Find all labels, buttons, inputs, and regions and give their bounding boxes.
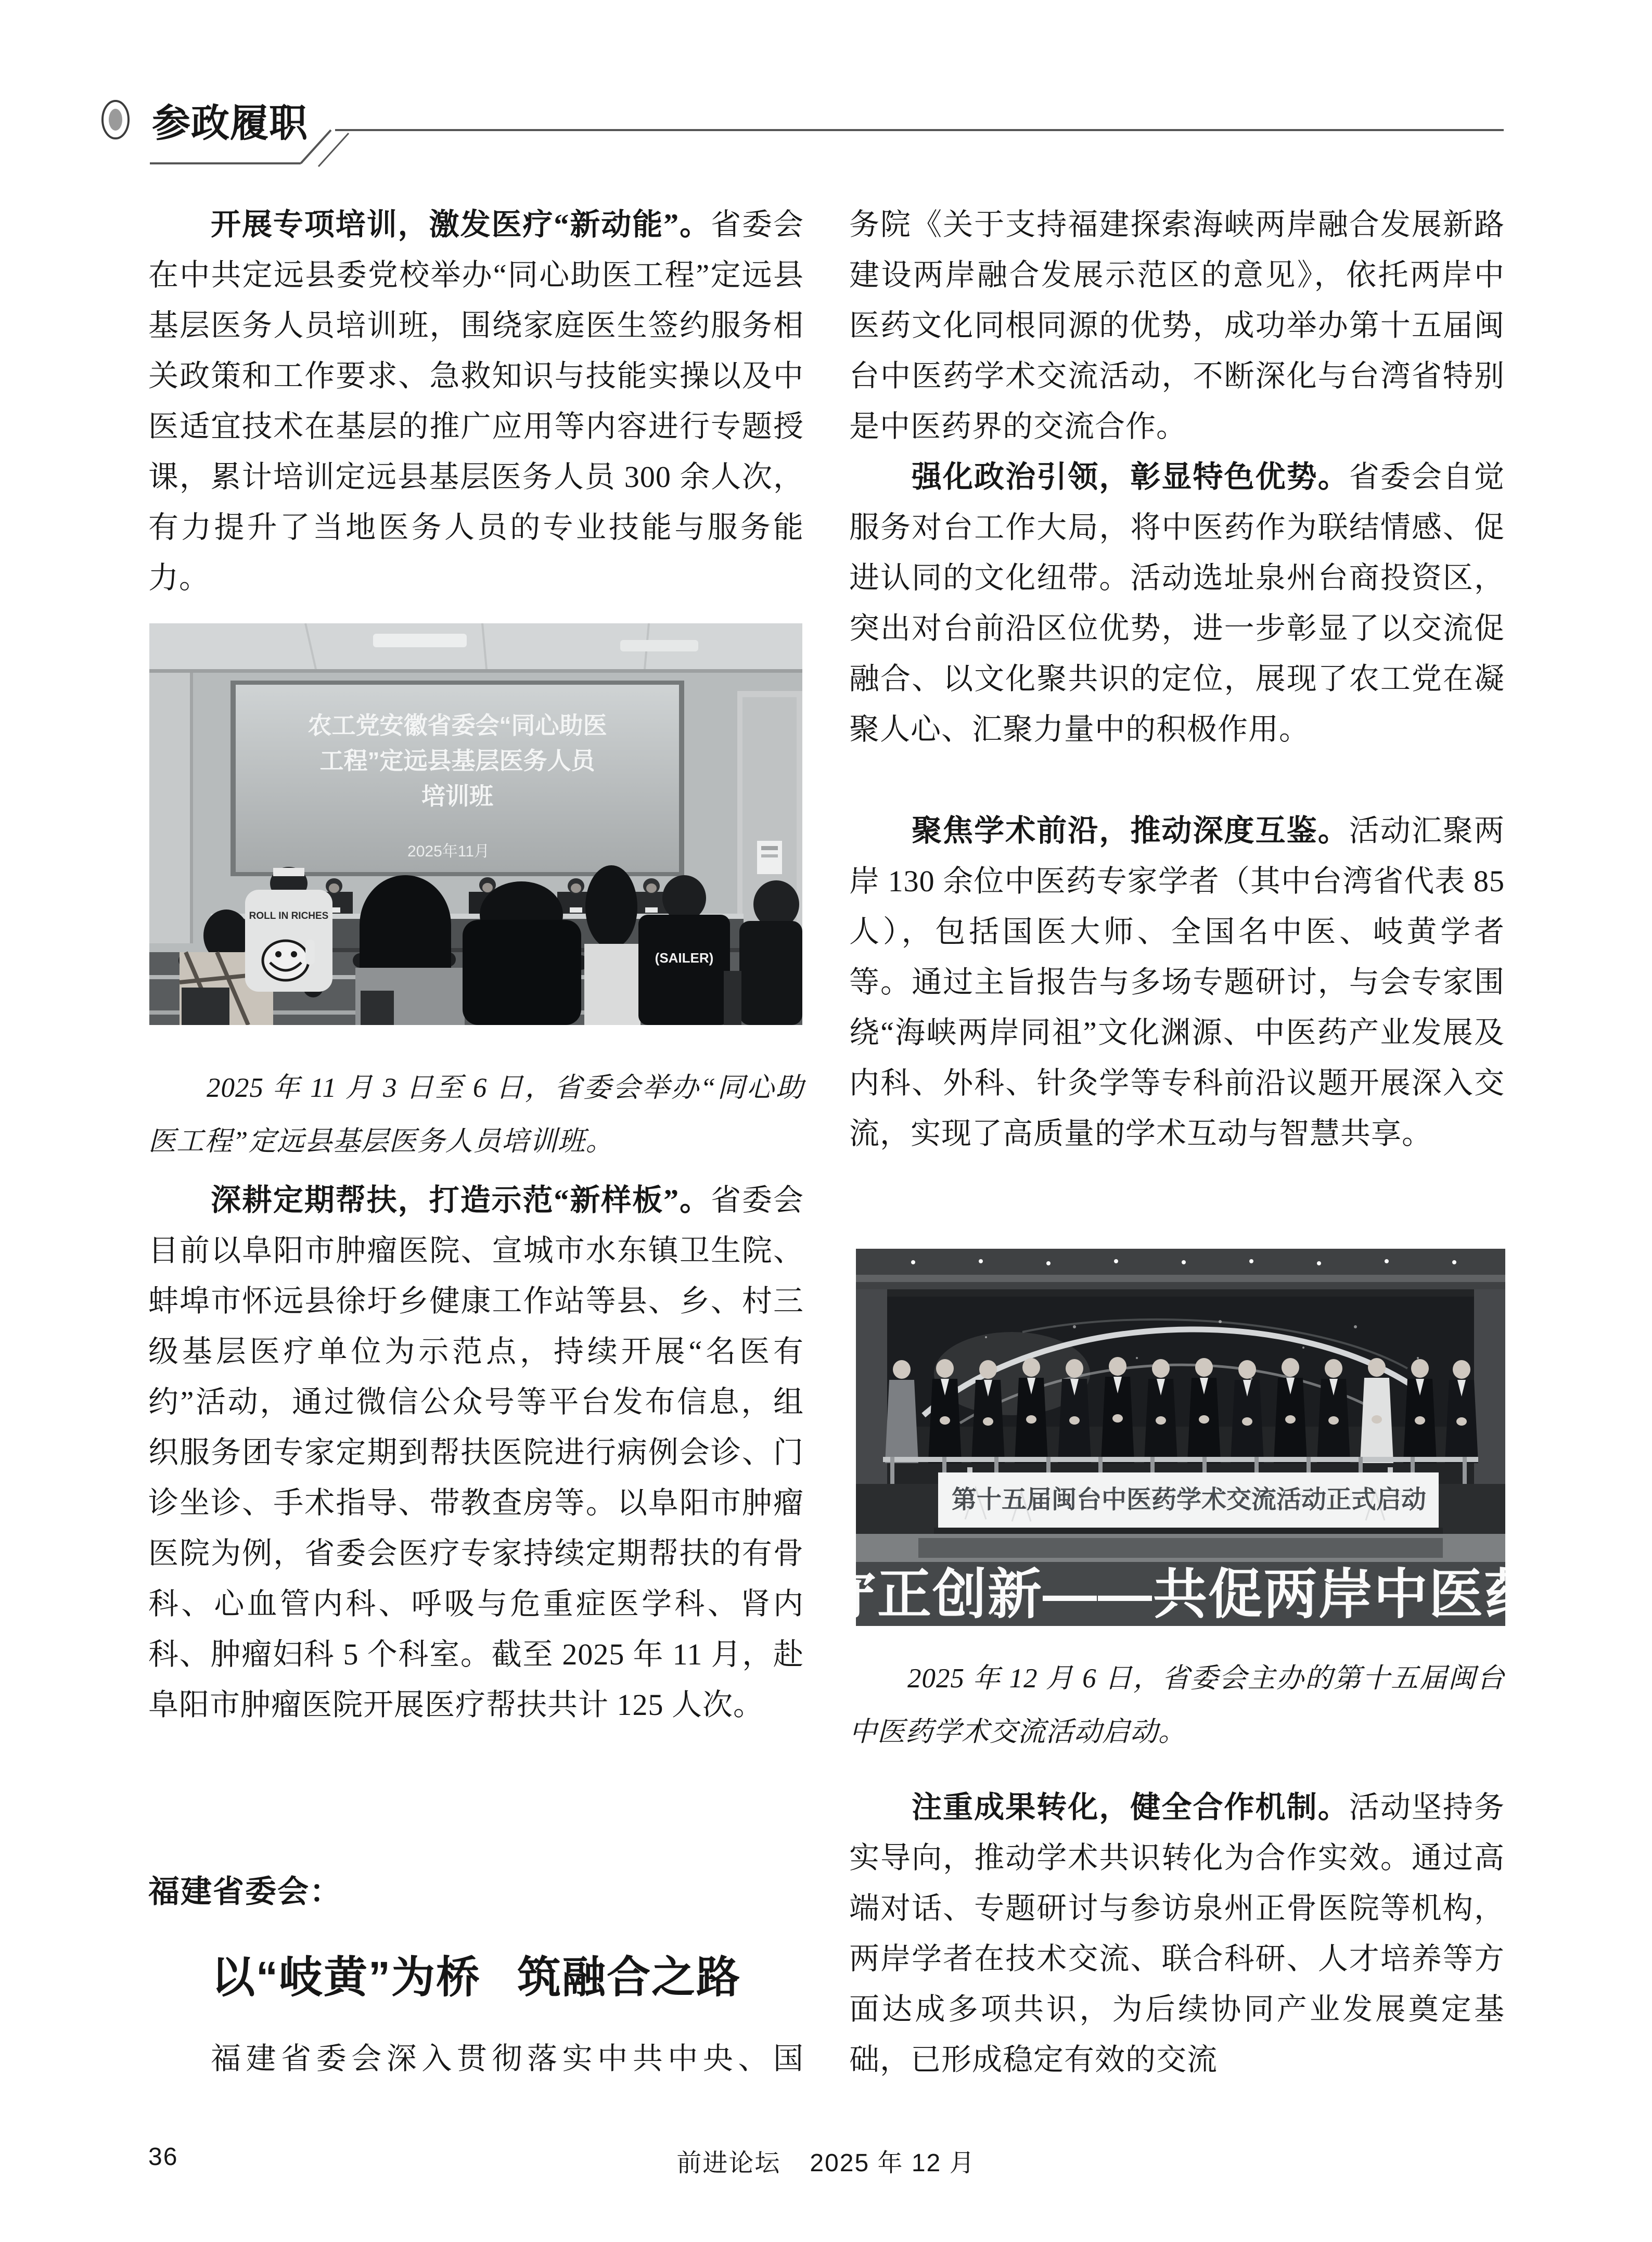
article-title-part2: 筑融合之路	[517, 1953, 741, 2002]
screen-title-line1: 农工党安徽省委会“同心助医	[308, 712, 607, 739]
hoodie-text-roll-in-riches: ROLL IN RICHES	[249, 911, 329, 921]
lead-sentence: 强化政治引领，彰显特色优势。	[912, 460, 1349, 494]
launch-ceremony-illustration	[856, 1249, 1505, 1626]
training-class-photo	[149, 623, 802, 1025]
section-header: 参政履职	[152, 101, 308, 145]
footer-journal-title: 前进论坛	[676, 2149, 781, 2177]
footer-issue: 2025 年 12 月	[810, 2149, 976, 2177]
paragraph-text: 省委会在中共定远县委党校举办“同心助医工程”定远县基层医务人员培训班，围绕家庭医生签约服务相关政策和工作要求、急救知识与技能实操以及中医适宜技术在基层的推广应用等内容进行专题授课，累计培训定远县基层医务人员 300 余人次，有力提升了当地医务人员的专业技能与服务能力。	[148, 208, 804, 595]
lead-sentence: 开展专项培训，激发医疗“新动能”。	[211, 208, 711, 241]
article-title	[148, 1942, 804, 2005]
hoodie-text-sailer: (SAILER)	[655, 950, 714, 966]
screen-title-line3: 培训班	[421, 783, 493, 810]
launch-ceremony-photo	[856, 1249, 1505, 1626]
paragraph-fujian-start: 福建省委会深入贯彻落实中共中央、国	[211, 2042, 804, 2076]
lead-sentence: 注重成果转化，健全合作机制。	[912, 1790, 1349, 1824]
training-class-illustration	[149, 623, 802, 1025]
lead-sentence: 聚焦学术前沿，推动深度互鉴。	[912, 814, 1349, 848]
paragraph-assistance	[148, 1175, 804, 1730]
paragraph-fujian-continued: 务院《关于支持福建探索海峡两岸融合发展新路 建设两岸融合发展示范区的意见》，依托两岸中医药文化同根同源的优势，成功举办第十五届闽台中医药学术交流活动，不断深化与台湾省特别是中医药界的交流合作。	[849, 208, 1505, 443]
paragraph-text: 活动坚持务实导向，推动学术共识转化为合作实效。通过高端对话、专题研讨与参访泉州正骨医院等机构，两岸学者在技术交流、联合科研、人才培养等方面达成多项共识，为后续协同产业发展奠定基础，已形成稳定有效的交流	[849, 1790, 1505, 2077]
paragraph-training	[148, 199, 804, 603]
backdrop-slogan-text: 守正创新——共促两岸中医药	[856, 1565, 1505, 1625]
paragraph-text: 省委会目前以阜阳市肿瘤医院、宣城市水东镇卫生院、蚌埠市怀远县徐圩乡健康工作站等县、乡、村三级基层医疗单位为示范点，持续开展“名医有约”活动，通过微信公众号等平台发布信息，组织服务团专家定期到帮扶医院进行病例会诊、门诊坐诊、手术指导、带教查房等。以阜阳市肿瘤医院为例，省委会医疗专家持续定期帮扶的有骨科、心血管内科、呼吸与危重症医学科、肾内科、肿瘤妇科 5 个科室。截至 2025 年 11 月，赴阜阳市肿瘤医院开展医疗帮扶共计 125 人次。	[148, 1183, 804, 1722]
article-title-part1: 以“岐黄”为桥	[211, 1953, 481, 2002]
photo2-caption: 2025 年 12 月 6 日，省委会主办的第十五届闽台中医药学术交流活动启动。	[849, 1663, 1505, 1747]
committee-kicker: 福建省委会：	[148, 1874, 342, 1909]
paragraph-text: 活动汇聚两岸 130 余位中医药专家学者（其中台湾省代表 85 人），包括国医大师、全国名中医、岐黄学者等。通过主旨报告与多场专题研讨，与会专家围绕“海峡两岸同祖”文化渊源、中医药产业发展及内科、外科、针灸学等专科前沿议题开展深入交流，实现了高质量的学术互动与智慧共享。	[849, 814, 1505, 1150]
screen-date: 2025年11月	[407, 843, 490, 860]
paragraph-political-guidance	[849, 452, 1505, 754]
footer-center	[0, 2143, 1652, 2179]
screen-title-line2: 工程”定远县基层医务人员	[319, 747, 595, 774]
footer-page-number: 36	[148, 2143, 178, 2171]
lead-sentence: 深耕定期帮扶，打造示范“新样板”。	[211, 1183, 711, 1217]
paragraph-text: 省委会自觉服务对台工作大局，将中医药作为联结情感、促进认同的文化纽带。活动选址泉州台商投资区，突出对台前沿区位优势，进一步彰显了以交流促融合、以文化聚共识的定位，展现了农工党在凝聚人心、汇聚力量中的积极作用。	[849, 460, 1505, 746]
photo1-caption: 2025 年 11 月 3 日至 6 日，省委会举办“同心助医工程”定远县基层医务人员培训班。	[148, 1073, 804, 1157]
header-rule	[0, 119, 1652, 176]
launch-banner-text: 第十五届闽台中医药学术交流活动正式启动	[951, 1486, 1427, 1514]
paragraph-cooperation-mechanism	[849, 1782, 1505, 2085]
paragraph-academic-frontier	[849, 805, 1505, 1159]
